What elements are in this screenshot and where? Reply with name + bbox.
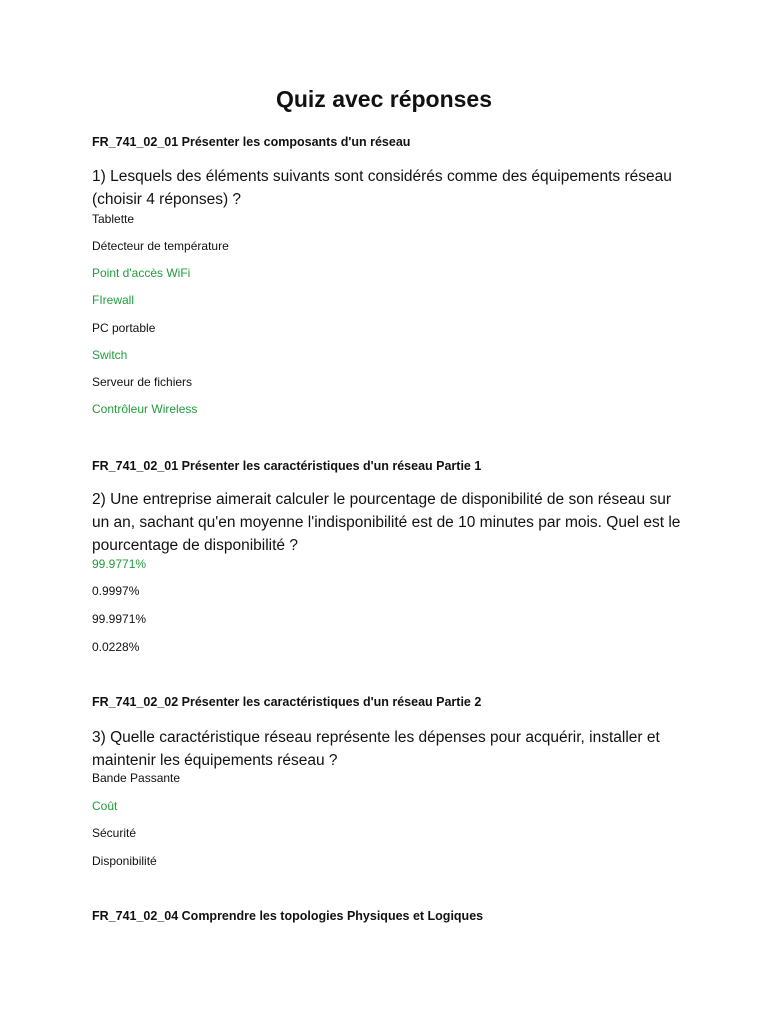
answer-option: 0.0228% [92, 640, 140, 654]
answer-option: Sécurité [92, 826, 137, 840]
answer-option: Serveur de fichiers [92, 375, 193, 389]
answer-option-correct: 99.9771% [92, 557, 147, 571]
answer-option: PC portable [92, 321, 156, 335]
section-heading: FR_741_02_01 Présenter les composants d'un réseau [92, 135, 411, 149]
answer-option: Bande Passante [92, 771, 181, 785]
answer-option-correct: Point d'accès WiFi [92, 266, 191, 280]
section-heading: FR_741_02_01 Présenter les caractéristiques d'un réseau Partie 1 [92, 459, 482, 473]
answer-option: 0.9997% [92, 584, 140, 598]
question-text: 1) Lesquels des éléments suivants sont considérés comme des équipements réseau (choisir 4 réponses) ? [92, 168, 672, 208]
answer-option-correct: Switch [92, 348, 128, 362]
answer-option: 99.9971% [92, 612, 147, 626]
section-heading: FR_741_02_04 Comprendre les topologies Physiques et Logiques [92, 909, 484, 923]
answer-option: Détecteur de température [92, 239, 229, 253]
answer-option-correct: FIrewall [92, 293, 135, 307]
page-title: Quiz avec réponses [275, 86, 493, 112]
answer-option: Tablette [92, 212, 135, 226]
answer-option-correct: Contrôleur Wireless [92, 402, 198, 416]
question-text: 2) Une entreprise aimerait calculer le pourcentage de disponibilité de son réseau sur un an, sachant qu'en moyenne l'indisponibilité est de 10 minutes par mois. Quel est le pourcentage de disponibilité ? [92, 491, 681, 554]
answer-option: Disponibilité [92, 854, 157, 868]
section-heading: FR_741_02_02 Présenter les caractéristiques d'un réseau Partie 2 [92, 695, 482, 709]
question-text: 3) Quelle caractéristique réseau représente les dépenses pour acquérir, installer et maintenir les équipements réseau ? [92, 729, 660, 769]
answer-option-correct: Coût [92, 799, 118, 813]
